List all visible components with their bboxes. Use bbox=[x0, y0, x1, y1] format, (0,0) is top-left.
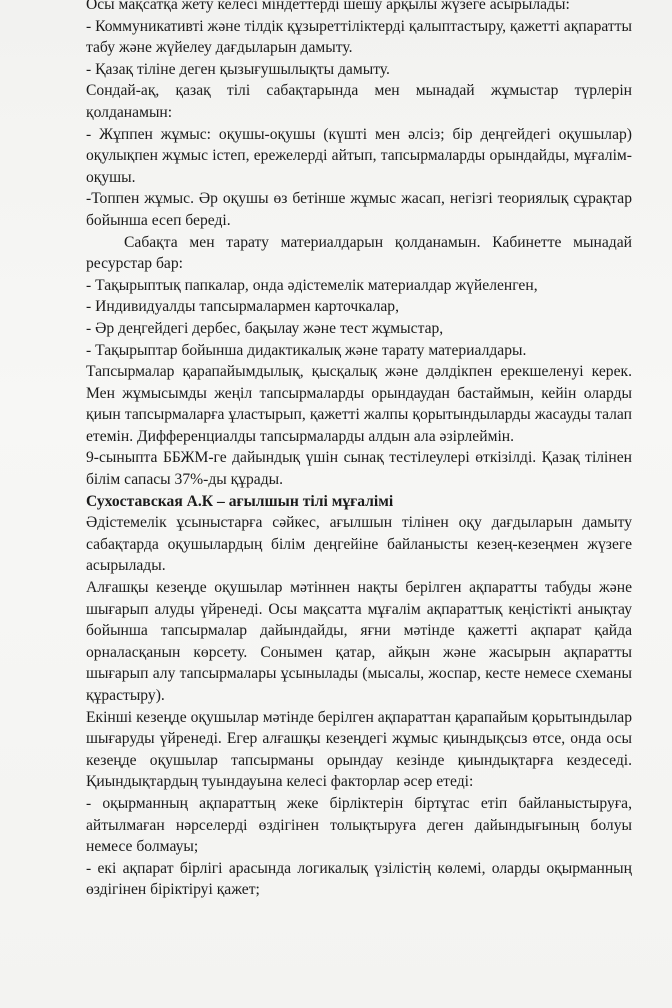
paragraph-second-stage: Екінші кезеңде оқушылар мәтінде берілген ақпараттан қарапайым қорытындылар шығаруды үйренеді. Егер алғашқы кезеңдегі жұмыс қиындықсыз өтсе, онда осы кезеңде оқушылар тапсырманы орындау кезінде қиындықтарға кездеседі. Қиындықтардың туындауына келесі факторлар әсер етеді: bbox=[86, 708, 632, 791]
paragraph-grade9-results: 9-сыныпта ББЖМ-ге дайындық үшін сынақ тестілеулері өткізілді. Қазақ тілінен білім сапасы 37%-ды құрады. bbox=[86, 449, 632, 489]
list-item-logical-gap: - екі ақпарат бірлігі арасында логикалық үзілістің көлемі, оларды оқырманның өздігінен біріктіруі қажет; bbox=[86, 859, 632, 899]
list-item-reader-readiness: - оқырманның ақпараттың жеке бірліктерін біртұтас етіп байланыстыруға, айтылмаған нәрселерді өздігінен толықтыруға деген дайындығының болуы немесе болмауы; bbox=[86, 794, 632, 856]
paragraph-tasks: Тапсырмалар қарапайымдылық, қысқалық және дәлдікпен ерекшеленуі керек. Мен жұмысымды жеңіл тапсырмаларды орындаудан бастаймын, кейін оларды қиын тапсырмаларға ұластырып, қажетті жалпы қорытындыларды жасауды талап етемін. Дифференциалды тапсырмаларды алдын ала әзірлеймін. bbox=[86, 363, 632, 445]
section-heading-teacher: Сухоставская А.К – ағылшын тілі мұғалімі bbox=[86, 492, 394, 510]
paragraph-first-stage: Алғашқы кезеңде оқушылар мәтіннен нақты берілген ақпаратты табуды және шығарып алуды үйренеді. Осы мақсатта мұғалім ақпараттық кеңістікті анықтау бойынша тапсырмалар дайындайды, яғни мәтінде қажетті ақпарат қайда орналасқанын көрсету. Сонымен қатар, айқын және жасырын ақпаратты шығарып алу тапсырмалары ұсынылады (мысалы, жоспар, кесте немесе схеманы құрастыру). bbox=[86, 579, 632, 704]
list-item-cards: - Индивидуалды тапсырмалармен карточкалар, bbox=[86, 298, 399, 316]
paragraph-intro: Осы мақсатқа жету келесі міндеттерді шешу арқылы жүзеге асырылады: bbox=[86, 0, 570, 13]
list-item-didactic: - Тақырыптар бойынша дидактикалық және тарату материалдары. bbox=[86, 341, 527, 359]
list-item-folders: - Тақырыптық папкалар, онда әдістемелік материалдар жүйеленген, bbox=[86, 276, 538, 294]
list-item-group-work: -Топпен жұмыс. Әр оқушы өз бетінше жұмыс жасап, негізгі теориялық сұрақтар бойынша есеп береді. bbox=[86, 190, 632, 229]
list-item-interest-kazakh: - Қазақ тіліне деген қызығушылықты дамыту. bbox=[86, 60, 390, 78]
paragraph-method: Әдістемелік ұсыныстарға сәйкес, ағылшын тілінен оқу дағдыларын дамыту сабақтарда оқушылардың білім деңгейіне байланысты кезең-кезеңмен жүзеге асырылады. bbox=[86, 514, 632, 575]
list-item-tests: - Әр деңгейдегі дербес, бақылау және тест жұмыстар, bbox=[86, 319, 444, 337]
document-body bbox=[86, 0, 632, 901]
paragraph-work-types: Сондай-ақ, қазақ тілі сабақтарында мен мынадай жұмыстар түрлерін қолданамын: bbox=[86, 82, 632, 121]
list-item-communicative-skills: - Коммуникативті және тілдік құзыреттіліктерді қалыптастыру, қажетті ақпаратты табу және жүйелеу дағдыларын дамыту. bbox=[86, 17, 632, 57]
list-item-pair-work: - Жұппен жұмыс: оқушы-оқушы (күшті мен әлсіз; бір деңгейдегі оқушылар) оқулықпен жұмыс істеп, ережелерді айтып, тапсырмаларды орындайды, мұғалім-оқушы. bbox=[86, 125, 632, 186]
paragraph-resources: Сабақта мен тарату материалдарын қолданамын. Кабинетте мынадай ресурстар бар: bbox=[86, 233, 632, 273]
